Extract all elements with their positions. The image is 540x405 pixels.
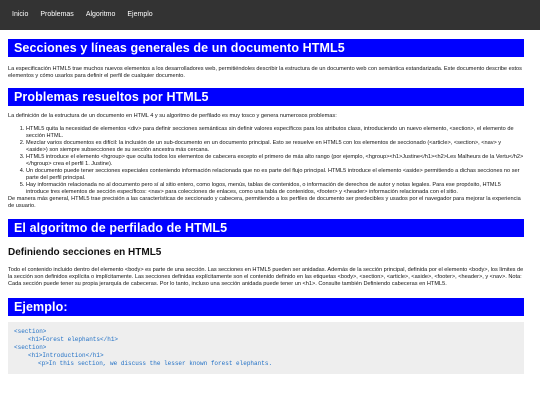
subheading-defining-sections: Definiendo secciones en HTML5: [8, 247, 162, 258]
problem-item: 2. Mezclar varios documentos es difícil: la inclusión de un sub-documento en un documento principal. Esto se resuelve en HTML5 con los elementos de seccionado (<article>, <section>, <nav> y <aside>) son siempre subsecciones de su sección ancestra más cercana.: [26, 140, 524, 154]
heading-algorithm: El algoritmo de perfilado de HTML5: [8, 219, 524, 237]
intro-paragraph: La especificación HTML5 trae muchos nuevos elementos a los desarrolladores web, permitiéndoles describir la estructura de un documento web con semántica estandarizada. Este documento describe estos elementos y cómo usarlos para definir el perfil de cualquier documento.: [8, 66, 522, 79]
code-line: <p>In this section, we discuss the lesser known forest elephants.: [38, 360, 273, 367]
problems-list: [8, 126, 524, 196]
page-content: [0, 30, 540, 405]
nav-link-inicio[interactable]: Inicio: [12, 11, 29, 18]
main-content: [8, 32, 524, 374]
code-line: <h1>Forest elephants</h1>: [28, 336, 119, 343]
top-navigation-bar: [0, 0, 540, 30]
code-line: <section>: [14, 344, 47, 351]
problem-item: 5. Hay información relacionada no al documento pero sí al sitio entero, como logos, menús, tablas de contenidos, o información de derechos de autor y notas legales. Para ese propósito, HTML5 introduce tres elementos de sección específicos: <nav> para colecciones de enlaces, como una tabla de contenidos, <footer> y <header> información relacionada con el sitio.: [26, 182, 524, 196]
code-example-block: [8, 322, 524, 374]
problems-outro: De manera más general, HTML5 trae precisión a las características de seccionado y cabecera, permitiendo a los perfiles de documento ser predecibles y usados por el navegador para mejorar la experiencia de usuario.: [8, 196, 521, 209]
problem-item: 4. Un documento puede tener secciones especiales conteniendo información relacionada que no es parte del flujo principal. HTML5 introduce el elemento <aside> permitiendo a dichas secciones no ser parte del perfil principal.: [26, 168, 524, 182]
code-line: <h1>Introduction</h1>: [28, 352, 104, 359]
algorithm-paragraph: Todo el contenido incluido dentro del elemento <body> es parte de una sección. Las secciones en HTML5 pueden ser anidadas. Además de la sección principal, definida por el elemento <body>, los límites de la sección son definidos explícita o implícitamente. Las secciones definidas explícitamente son el contenido definido en las etiquetas <body>, <section>, <article>, <aside>, <footer>, <header>, y <nav>. Nota: Cada sección puede tener su propia jerarquía de cabeceras. Por lo tanto, incluso una sección anidada puede tener un <h1>. Consulte también Definiendo cabeceras en HTML5.: [8, 267, 524, 287]
heading-problems: Problemas resueltos por HTML5: [8, 88, 524, 106]
nav-link-ejemplo[interactable]: Ejemplo: [127, 11, 153, 18]
nav-link-problemas[interactable]: Problemas: [40, 11, 74, 18]
code-line: <section>: [14, 328, 47, 335]
heading-intro: Secciones y líneas generales de un documento HTML5: [8, 39, 524, 57]
nav-link-algoritmo[interactable]: Algoritmo: [85, 11, 116, 18]
problem-item: 1. HTML5 quita la necesidad de elementos <div> para definir secciones semánticas sin definir valores específicos para los atributos class, introduciendo un nuevo elemento, <section>, el elemento de sección HTML.: [26, 126, 524, 140]
heading-example: Ejemplo:: [8, 298, 524, 316]
problems-intro: La definición de la estructura de un documento en HTML 4 y su algoritmo de perfilado es muy tosco y genera numerosos problemas:: [8, 113, 337, 119]
problem-item: 3. HTML5 introduce el elemento <hgroup> que oculta todos los elementos de cabecera excepto el primero de más alto rango (por ejemplo, <hgroup><h1>Justine</h1><h2>Les Malheurs de la Vertu</h2></hgroup> crea el perfil 1. Justine).: [26, 154, 524, 168]
